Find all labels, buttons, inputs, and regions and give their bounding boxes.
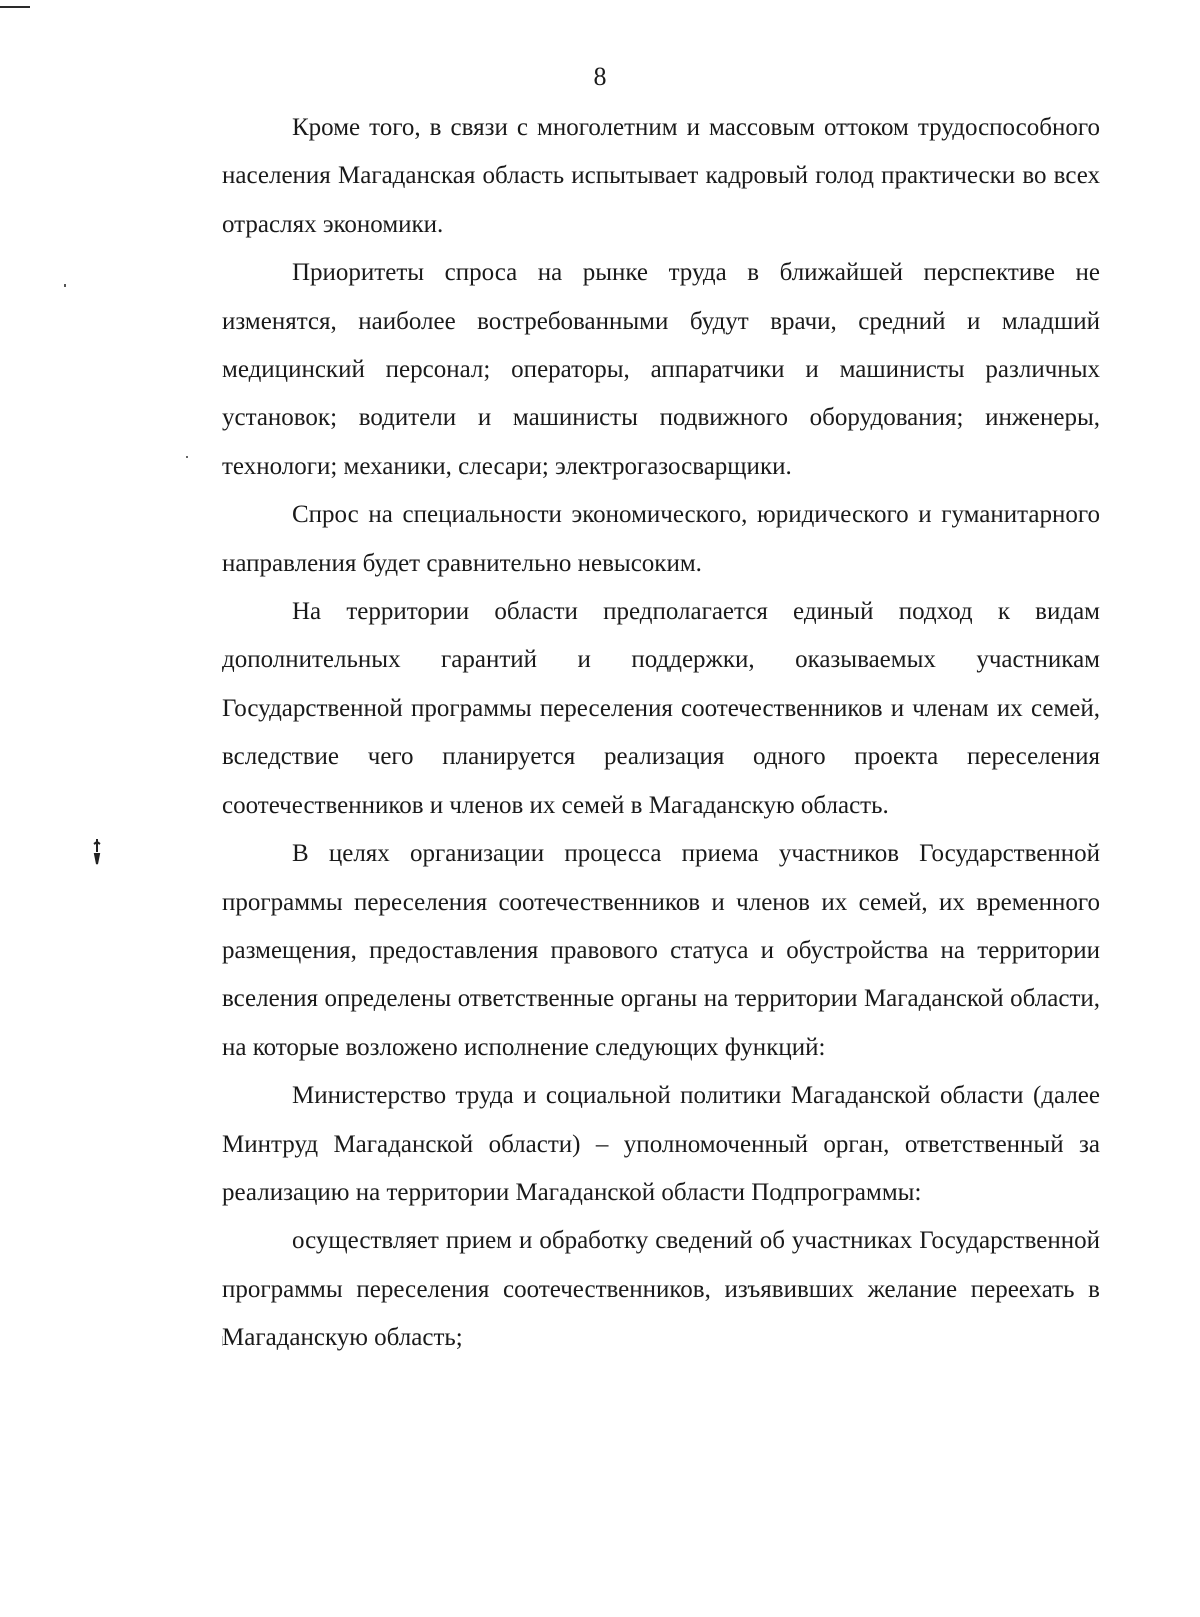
scan-artifact-line <box>0 6 30 8</box>
paragraph: Спрос на специальности экономического, юридического и гуманитарного направления будет сравнительно невысоким. <box>222 501 1100 577</box>
document-body <box>222 104 1100 1363</box>
scan-artifact-dot <box>186 456 188 458</box>
paragraph: В целях организации процесса приема участников Государственной программы переселения соотечественников и членов их семей, их временного размещения, предоставления правового статуса и обустройства на территории вселения определены ответственные органы на территории Магаданской области, на которые возложено исполнение следующих функций: <box>222 840 1100 1061</box>
scan-artifact-mark <box>92 838 102 868</box>
paragraph: На территории области предполагается единый подход к видам дополнительных гарантий и поддержки, оказываемых участникам Государственной программы переселения соотечественников и членам их семей, вследствие чего планируется реализация одного проекта переселения соотечественников и членов их семей в Магаданскую область. <box>222 598 1100 819</box>
paragraph: Министерство труда и социальной политики Магаданской области (далее Минтруд Магаданской области) – уполномоченный орган, ответственный за реализацию на территории Магаданской области Подпрограммы: <box>222 1082 1100 1206</box>
scan-artifact-dot <box>64 284 66 287</box>
page-number: 8 <box>593 62 607 91</box>
paragraph: Кроме того, в связи с многолетним и массовым оттоком трудоспособного населения Магаданская область испытывает кадровый голод практически во всех отраслях экономики. <box>222 114 1100 238</box>
paragraph: осуществляет прием и обработку сведений об участниках Государственной программы переселения соотечественников, изъявивших желание переехать в Магаданскую область; <box>222 1227 1100 1352</box>
paragraph: Приоритеты спроса на рынке труда в ближайшей перспективе не изменятся, наиболее востребованными будут врачи, средний и младший медицинский персонал; операторы, аппаратчики и машинисты различных установок; водители и машинисты подвижного оборудования; инженеры, технологи; механики, слесари; электрогазосварщики. <box>222 259 1100 480</box>
